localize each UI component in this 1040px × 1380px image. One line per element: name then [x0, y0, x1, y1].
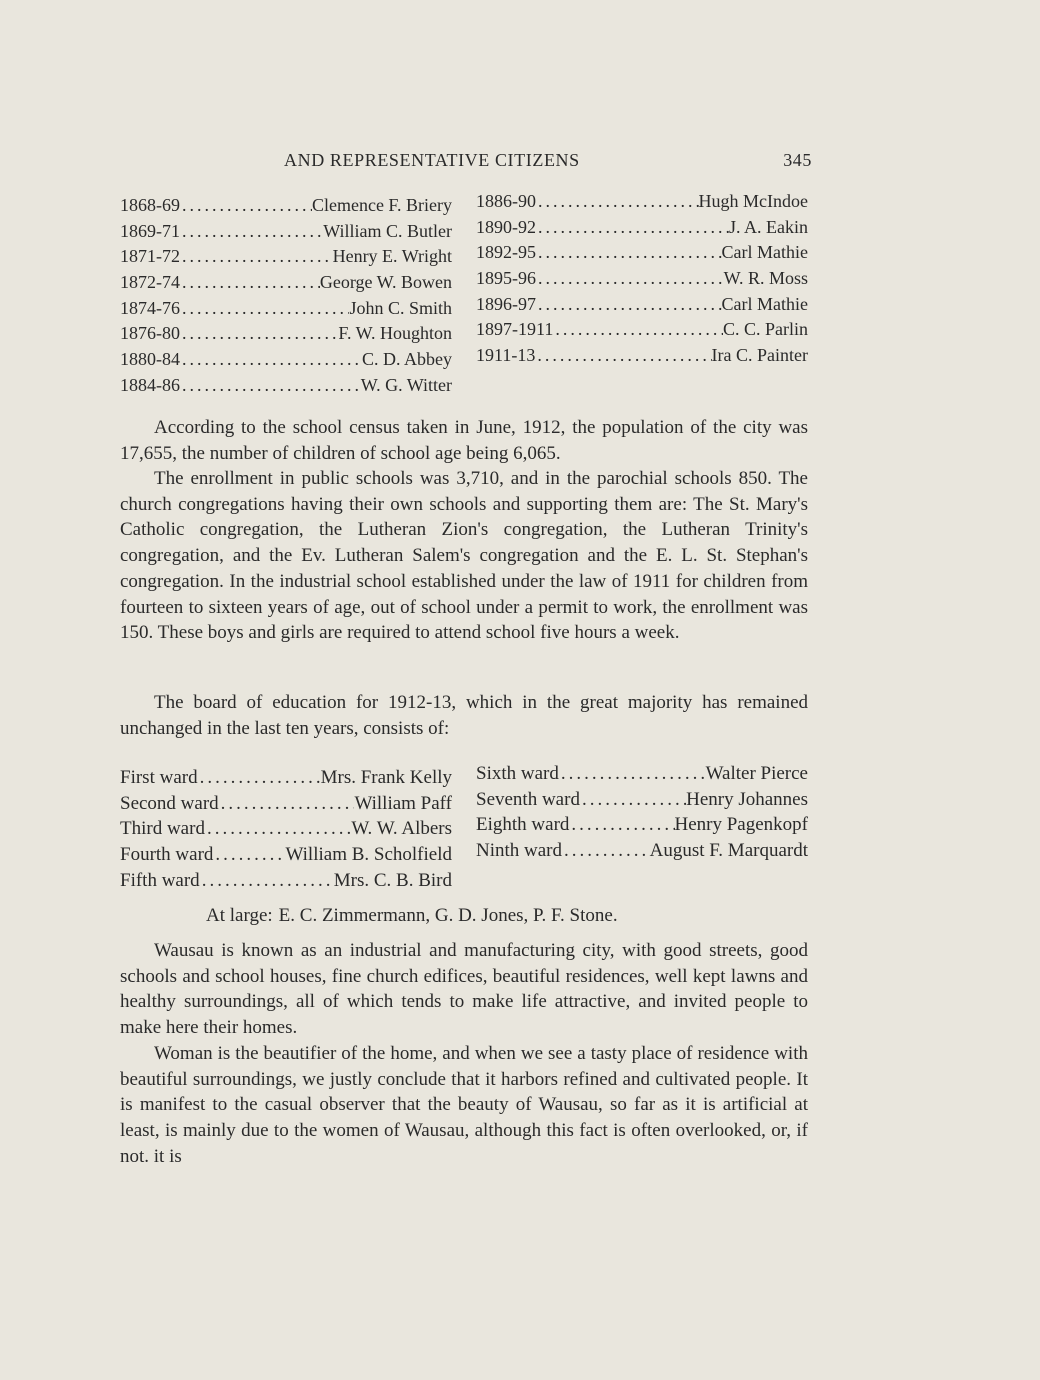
list-item	[476, 761, 808, 787]
leader-dots	[180, 373, 361, 399]
list-item	[120, 296, 452, 322]
leader-dots	[559, 761, 706, 787]
leader-dots	[553, 317, 723, 343]
board-member: Walter Pierce	[705, 763, 808, 784]
list-item	[476, 240, 808, 266]
list-item	[476, 812, 808, 838]
list-item	[476, 189, 808, 215]
term-years: 1892-95	[476, 242, 536, 263]
board-member: August F. Marquardt	[649, 840, 808, 862]
list-item	[120, 816, 452, 842]
list-item	[120, 270, 452, 296]
term-years: 1895-96	[476, 268, 536, 289]
leader-dots	[536, 266, 724, 292]
at-large-label: At large:	[206, 905, 273, 926]
at-large-names: E. C. Zimmermann, G. D. Jones, P. F. Stone.	[278, 905, 618, 926]
term-years: 1897-1911	[476, 319, 554, 340]
ward-name: Seventh ward	[476, 788, 580, 810]
term-years: 1871-72	[120, 246, 180, 267]
list-item	[120, 842, 452, 868]
leader-dots	[536, 215, 729, 241]
page-number: 345	[783, 150, 812, 170]
leader-dots	[536, 292, 722, 318]
leader-dots	[180, 219, 323, 245]
leader-dots	[535, 343, 711, 369]
term-years: 1874-76	[120, 297, 180, 318]
leader-dots	[180, 296, 349, 322]
mayor-name: C. D. Abbey	[362, 349, 452, 370]
mayor-name: Carl Mathie	[721, 293, 808, 314]
wards-list-left	[120, 765, 452, 893]
mayor-name: Carl Mathie	[721, 242, 808, 263]
list-item	[120, 373, 452, 399]
mayor-name: Clemence F. Briery	[311, 195, 452, 215]
leader-dots	[213, 842, 285, 868]
term-years: 1890-92	[476, 216, 536, 237]
ward-name: Fifth ward	[120, 869, 200, 891]
term-years: 1872-74	[120, 272, 180, 293]
board-member: Mrs. Frank Kelly	[320, 767, 452, 788]
ward-name: Sixth ward	[476, 763, 559, 784]
paragraph-woman-beautifier: Woman is the beautifier of the home, and when we see a tasty place of residence with beautiful surroundings, we justly conclude that it harbors refined and cultivated people. It is manifest to the casual observer that the beauty of Wausau, so far as it is artificial at least, is mainly due to the women of Wausau, although this fact is often overlooked, or, if not. it is	[120, 1043, 808, 1167]
ward-name: Second ward	[120, 792, 219, 814]
board-member: W. W. Albers	[351, 818, 452, 840]
ward-name: Third ward	[120, 818, 205, 840]
mayor-name: C. C. Parlin	[722, 319, 808, 340]
wards-list-right	[476, 761, 808, 864]
list-item	[120, 219, 452, 245]
mayor-name: W. R. Moss	[723, 268, 808, 289]
term-years: 1884-86	[120, 374, 180, 395]
leader-dots	[536, 240, 722, 266]
ward-name: Ninth ward	[476, 840, 563, 862]
leader-dots	[180, 347, 362, 373]
ward-name: First ward	[120, 767, 198, 788]
list-item	[476, 215, 808, 241]
leader-dots	[219, 791, 355, 817]
ward-name: Fourth ward	[120, 844, 214, 866]
mayor-name: William C. Butler	[323, 220, 452, 241]
list-item	[120, 868, 452, 894]
term-years: 1886-90	[476, 191, 536, 211]
leader-dots	[180, 244, 333, 270]
leader-dots	[198, 765, 321, 791]
leader-dots	[536, 189, 699, 215]
term-years: 1896-97	[476, 293, 536, 314]
term-years: 1876-80	[120, 323, 180, 344]
mayor-name: Ira C. Painter	[711, 345, 808, 366]
mayor-name: F. W. Houghton	[338, 323, 452, 344]
board-member: Mrs. C. B. Bird	[333, 869, 452, 891]
list-item	[120, 765, 452, 791]
mayor-name: W. G. Witter	[360, 374, 452, 395]
paragraph-wausau-description: Wausau is known as an industrial and manufacturing city, with good streets, good schools and school houses, fine church edifices, beautiful residences, well kept lawns and healthy surroundings, all of which tends to make life attractive, and invited people to make here their homes.	[120, 940, 808, 1039]
term-years: 1880-84	[120, 349, 180, 370]
leader-dots	[205, 816, 351, 842]
term-years: 1911-13	[476, 345, 536, 366]
mayor-name: Hugh McIndoe	[698, 191, 808, 211]
list-item	[120, 791, 452, 817]
leader-dots	[180, 321, 338, 347]
mayors-list-left	[120, 193, 452, 399]
leader-dots	[569, 812, 674, 838]
leader-dots	[180, 270, 320, 296]
leader-dots	[580, 787, 686, 813]
list-item	[476, 317, 808, 343]
mayor-name: George W. Bowen	[319, 272, 452, 293]
list-item	[120, 193, 452, 219]
mayor-name: J. A. Eakin	[729, 216, 808, 237]
leader-dots	[562, 838, 650, 864]
board-member: William B. Scholfield	[285, 844, 452, 866]
mayor-name: John C. Smith	[349, 297, 452, 318]
list-item	[476, 266, 808, 292]
mayor-name: Henry E. Wright	[332, 246, 452, 267]
ward-name: Eighth ward	[476, 814, 570, 836]
leader-dots	[180, 193, 312, 219]
board-member: Henry Johannes	[686, 788, 808, 810]
leader-dots	[200, 868, 334, 894]
term-years: 1868-69	[120, 195, 180, 215]
board-member: William Paff	[354, 792, 452, 814]
term-years: 1869-71	[120, 220, 180, 241]
list-item	[476, 292, 808, 318]
list-item	[476, 343, 808, 369]
list-item	[120, 347, 452, 373]
at-large-members	[206, 905, 618, 927]
list-item	[120, 244, 452, 270]
list-item	[476, 787, 808, 813]
board-member: Henry Pagenkopf	[674, 814, 808, 836]
paragraph-enrollment: The enrollment in public schools was 3,710, and in the parochial schools 850. The church congregations having their own schools and supporting them are: The St. Mary's Catholic congregation, the Lutheran Zion's congregation, the Lutheran Trinity's congregation, and the Ev. Lutheran Salem's congregation and the E. L. St. Stephan's congregation. In the industrial school established under the law of 1911 for children from fourteen to sixteen years of age, out of school under a permit to work, the enrollment was 150. These boys and girls are required to attend school five hours a week.	[120, 468, 808, 644]
list-item	[120, 321, 452, 347]
paragraph-census: According to the school census taken in June, 1912, the population of the city was 17,655, the number of children of school age being 6,065.	[120, 417, 808, 464]
mayors-list-right	[476, 189, 808, 369]
list-item	[476, 838, 808, 864]
paragraph-board-of-education: The board of education for 1912-13, which in the great majority has remained unchanged in the last ten years, consists of:	[120, 692, 808, 739]
running-title: AND REPRESENTATIVE CITIZENS	[284, 150, 580, 170]
